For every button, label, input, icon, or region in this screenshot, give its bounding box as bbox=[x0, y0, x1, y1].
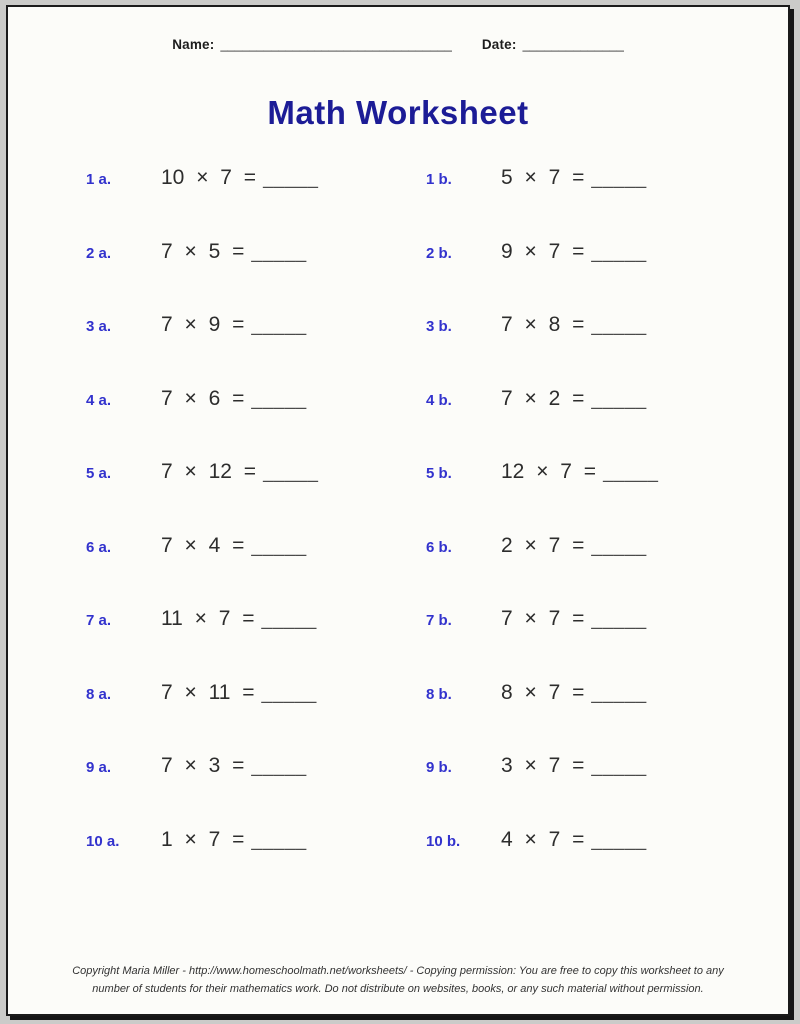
problem-label: 3 b. bbox=[426, 318, 452, 335]
problem-label: 2 a. bbox=[86, 244, 112, 262]
problem-row bbox=[86, 387, 788, 461]
problem-label: 7 b. bbox=[426, 612, 452, 629]
problem-label: 4 a. bbox=[86, 391, 112, 409]
problem-expression bbox=[161, 166, 426, 190]
worksheet-title: Math Worksheet bbox=[267, 94, 529, 131]
problem-expression bbox=[161, 681, 426, 705]
problem-row bbox=[86, 607, 788, 681]
problem-label: 2 b. bbox=[426, 244, 452, 262]
problem-label: 8 b. bbox=[426, 685, 452, 703]
expression-text: 12 × 7 = bbox=[501, 460, 597, 483]
expression-text: 9 × 7 = bbox=[501, 239, 585, 263]
expression-text: 7 × 9 = bbox=[161, 313, 245, 336]
answer-blank: _____ bbox=[251, 756, 307, 777]
expression-text: 7 × 4 = bbox=[161, 533, 245, 557]
problem-expression bbox=[161, 387, 426, 411]
expression-text: 1 × 7 = bbox=[161, 827, 245, 851]
problem-expression bbox=[501, 460, 788, 484]
problem-label: 1 a. bbox=[86, 171, 112, 188]
copyright-footer: Copyright Maria Miller - http://www.homeschoolmath.net/worksheets/ - Copying permission: You are free to copy this worksheet to any number of students for their mathematics work. Do not distribute on websites, books, or any such material without permission. bbox=[72, 964, 724, 995]
problem-expression bbox=[501, 240, 788, 264]
answer-blank: _____ bbox=[251, 315, 307, 336]
problem-expression bbox=[501, 828, 788, 852]
problem-row bbox=[86, 166, 788, 240]
expression-text: 4 × 7 = bbox=[501, 827, 585, 851]
problems-grid bbox=[8, 166, 788, 901]
problem-expression bbox=[161, 460, 426, 484]
answer-blank: _____ bbox=[591, 168, 647, 189]
answer-blank: _____ bbox=[251, 829, 307, 851]
answer-blank: _____ bbox=[261, 682, 317, 704]
answer-blank: _____ bbox=[263, 462, 319, 483]
problem-row bbox=[86, 460, 788, 534]
expression-text: 7 × 8 = bbox=[501, 313, 585, 336]
problem-label: 10 a. bbox=[86, 832, 120, 850]
expression-text: 7 × 5 = bbox=[161, 239, 245, 263]
problem-label: 6 b. bbox=[426, 538, 452, 556]
expression-text: 7 × 6 = bbox=[161, 386, 245, 410]
problem-label: 7 a. bbox=[86, 612, 112, 629]
name-label: Name: bbox=[172, 37, 215, 52]
answer-blank: _____ bbox=[261, 609, 317, 630]
answer-blank: _____ bbox=[591, 756, 647, 777]
expression-text: 7 × 11 = bbox=[161, 680, 255, 704]
problem-label: 4 b. bbox=[426, 391, 452, 409]
problem-label: 9 a. bbox=[86, 759, 112, 776]
date-label: Date: bbox=[481, 37, 517, 52]
problem-label: 10 b. bbox=[426, 832, 461, 850]
answer-blank: _____ bbox=[603, 462, 659, 483]
date-fill-line: ______________ bbox=[522, 37, 624, 52]
expression-text: 7 × 2 = bbox=[501, 386, 585, 410]
answer-blank: _____ bbox=[591, 241, 647, 263]
name-date-header bbox=[8, 37, 788, 52]
answer-blank: _____ bbox=[591, 535, 647, 557]
problem-expression bbox=[501, 313, 788, 337]
answer-blank: _____ bbox=[263, 168, 319, 189]
problem-row bbox=[86, 313, 788, 387]
answer-blank: _____ bbox=[591, 609, 647, 630]
problem-expression bbox=[161, 534, 426, 558]
expression-text: 11 × 7 = bbox=[161, 607, 255, 630]
expression-text: 7 × 12 = bbox=[161, 460, 257, 483]
name-fill-line: ________________________________ bbox=[220, 37, 452, 52]
problem-label: 3 a. bbox=[86, 318, 112, 335]
problem-row bbox=[86, 754, 788, 828]
problem-expression bbox=[161, 313, 426, 337]
problem-row bbox=[86, 828, 788, 902]
problem-label: 5 b. bbox=[426, 465, 452, 482]
answer-blank: _____ bbox=[251, 241, 307, 263]
answer-blank: _____ bbox=[591, 829, 647, 851]
problem-expression bbox=[501, 607, 788, 631]
answer-blank: _____ bbox=[251, 388, 307, 410]
answer-blank: _____ bbox=[591, 315, 647, 336]
problem-label: 5 a. bbox=[86, 465, 112, 482]
worksheet-sheet bbox=[6, 5, 790, 1016]
problem-label: 1 b. bbox=[426, 171, 452, 188]
problem-row bbox=[86, 534, 788, 608]
problem-expression bbox=[501, 754, 788, 778]
problem-expression bbox=[501, 681, 788, 705]
problem-expression bbox=[161, 240, 426, 264]
problem-expression bbox=[161, 828, 426, 852]
expression-text: 10 × 7 = bbox=[161, 166, 257, 189]
problem-expression bbox=[161, 754, 426, 778]
expression-text: 2 × 7 = bbox=[501, 533, 585, 557]
expression-text: 7 × 7 = bbox=[501, 607, 585, 630]
problem-row bbox=[86, 240, 788, 314]
expression-text: 5 × 7 = bbox=[501, 166, 585, 189]
answer-blank: _____ bbox=[251, 535, 307, 557]
expression-text: 8 × 7 = bbox=[501, 680, 585, 704]
answer-blank: _____ bbox=[591, 682, 647, 704]
problem-expression bbox=[501, 166, 788, 190]
problem-label: 9 b. bbox=[426, 759, 452, 776]
expression-text: 3 × 7 = bbox=[501, 754, 585, 777]
answer-blank: _____ bbox=[591, 388, 647, 410]
problem-label: 8 a. bbox=[86, 685, 112, 703]
expression-text: 7 × 3 = bbox=[161, 754, 245, 777]
problem-expression bbox=[501, 534, 788, 558]
problem-row bbox=[86, 681, 788, 755]
problem-label: 6 a. bbox=[86, 538, 112, 556]
problem-expression bbox=[161, 607, 426, 631]
problem-expression bbox=[501, 387, 788, 411]
